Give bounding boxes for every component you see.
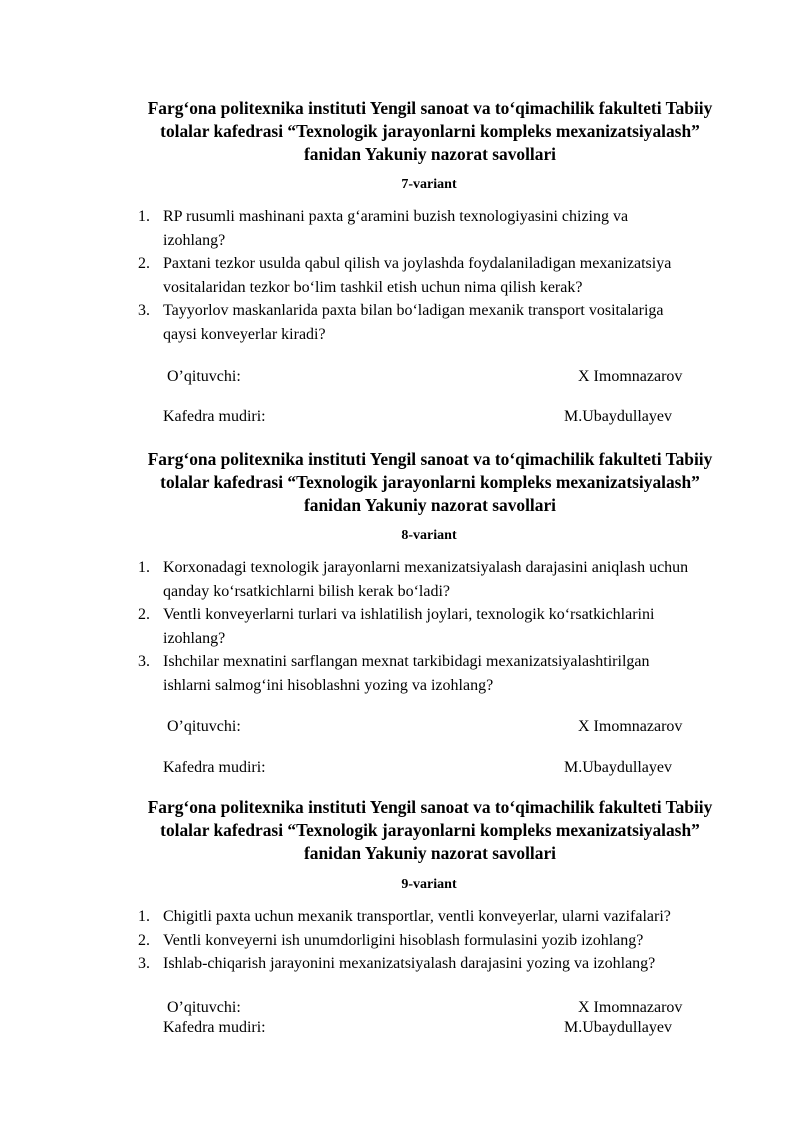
- teacher-label: O’qituvchi:: [167, 718, 241, 735]
- teacher-name: X Imomnazarov: [578, 718, 683, 735]
- question-line: qanday ko‘rsatkichlarni bilish kerak bo‘ladi?: [163, 582, 451, 600]
- heading-line: Farg‘ona politexnika instituti Yengil sanoat va to‘qimachilik fakulteti Tabiiy: [147, 449, 713, 469]
- head-label: Kafedra mudiri:: [163, 759, 266, 776]
- question-line: ishlarni salmog‘ini hisoblashni yozing va izohlang?: [163, 676, 494, 694]
- question-line: Paxtani tezkor usulda qabul qilish va joylashda foydalaniladigan mexanizatsiya: [163, 255, 672, 272]
- question-number: 3.: [138, 302, 150, 319]
- heading-line: tolalar kafedrasi “Texnologik jarayonlarni kompleks mexanizatsiyalash”: [160, 820, 700, 840]
- question-number: 1.: [138, 208, 150, 225]
- variant-label: 7-variant: [401, 177, 457, 192]
- heading-line: Farg‘ona politexnika instituti Yengil sanoat va to‘qimachilik fakulteti Tabiiy: [147, 797, 713, 817]
- question-line: Chigitli paxta uchun mexanik transportlar, ventli konveyerlar, ularni vazifalari?: [163, 908, 671, 925]
- heading-line: fanidan Yakuniy nazorat savollari: [303, 144, 557, 164]
- question-item: [138, 952, 748, 976]
- question-line: vositalaridan tezkor bo‘lim tashkil etish uchun nima qilish kerak?: [163, 278, 583, 296]
- variant-label: 9-variant: [401, 877, 457, 892]
- question-line: Tayyorlov maskanlarida paxta bilan bo‘ladigan mexanik transport vositalariga: [163, 302, 664, 319]
- question-item: [138, 650, 748, 697]
- block-heading: [110, 448, 750, 517]
- question-number: 3.: [138, 653, 150, 670]
- question-number: 2.: [138, 931, 150, 949]
- heading-line: tolalar kafedrasi “Texnologik jarayonlarni kompleks mexanizatsiyalash”: [160, 472, 700, 492]
- teacher-name: X Imomnazarov: [578, 999, 683, 1016]
- variant-label: 8-variant: [401, 528, 457, 543]
- question-list: [138, 556, 748, 697]
- question-number: 3.: [138, 955, 150, 972]
- question-number: 1.: [138, 559, 150, 576]
- head-label: Kafedra mudiri:: [163, 408, 266, 425]
- head-label: Kafedra mudiri:: [163, 1019, 266, 1036]
- question-line: Ishchilar mexnatini sarflangan mexnat tarkibidagi mexanizatsiyalashtirilgan: [163, 653, 650, 670]
- teacher-label: O’qituvchi:: [167, 999, 241, 1016]
- head-name: M.Ubaydullayev: [564, 1019, 672, 1036]
- question-line: izohlang?: [163, 231, 226, 249]
- question-item: [138, 205, 748, 252]
- question-item: [138, 299, 748, 346]
- heading-line: tolalar kafedrasi “Texnologik jarayonlarni kompleks mexanizatsiyalash”: [160, 121, 700, 141]
- question-item: [138, 252, 748, 299]
- question-item: [138, 905, 748, 929]
- teacher-name: X Imomnazarov: [578, 368, 683, 385]
- question-line: izohlang?: [163, 629, 226, 647]
- question-line: RP rusumli mashinani paxta g‘aramini buzish texnologiyasini chizing va: [163, 208, 629, 225]
- question-line: Korxonadagi texnologik jarayonlarni mexanizatsiyalash darajasini aniqlash uchun: [163, 559, 689, 576]
- block-heading: [110, 97, 750, 166]
- head-name: M.Ubaydullayev: [564, 759, 672, 776]
- heading-line: fanidan Yakuniy nazorat savollari: [303, 495, 557, 515]
- question-line: Ventli konveyerlarni turlari va ishlatilish joylari, texnologik ko‘rsatkichlarini: [163, 606, 655, 623]
- heading-line: Farg‘ona politexnika instituti Yengil sanoat va to‘qimachilik fakulteti Tabiiy: [147, 98, 713, 118]
- question-line: Ventli konveyerni ish unumdorligini hisoblash formulasini yozib izohlang?: [163, 931, 644, 949]
- teacher-label: O’qituvchi:: [167, 368, 241, 385]
- heading-line: fanidan Yakuniy nazorat savollari: [303, 843, 557, 863]
- question-list: [138, 905, 748, 976]
- head-name: M.Ubaydullayev: [564, 408, 672, 425]
- question-line: Ishlab-chiqarish jarayonini mexanizatsiyalash darajasini yozing va izohlang?: [163, 955, 656, 972]
- block-heading: [110, 796, 750, 865]
- question-item: [138, 556, 748, 603]
- question-line: qaysi konveyerlar kiradi?: [163, 325, 326, 343]
- question-list: [138, 205, 748, 346]
- question-item: [138, 929, 748, 953]
- question-number: 2.: [138, 606, 150, 623]
- question-item: [138, 603, 748, 650]
- question-number: 1.: [138, 908, 150, 925]
- question-number: 2.: [138, 255, 150, 272]
